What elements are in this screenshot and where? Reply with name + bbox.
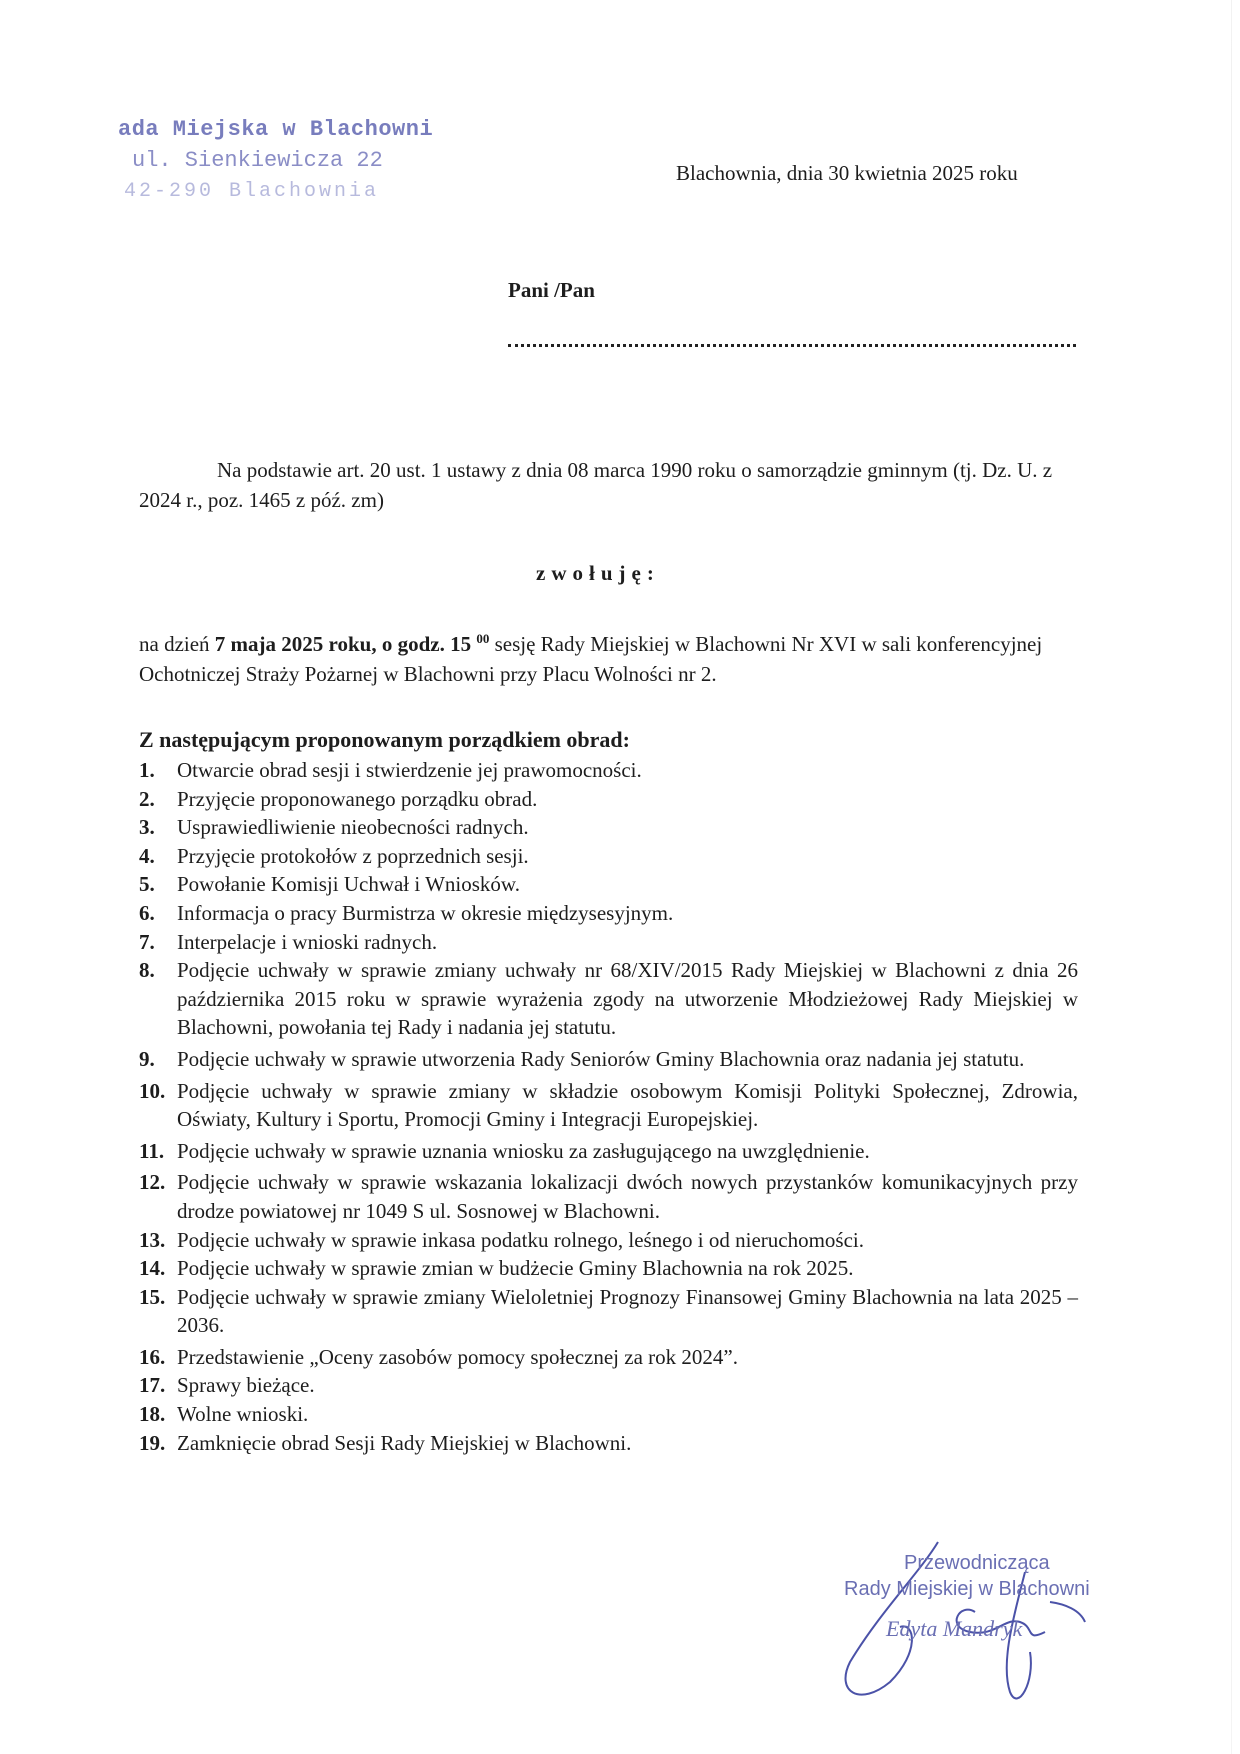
agenda-item-number: 13. xyxy=(139,1227,166,1252)
agenda-item-text: Podjęcie uchwały w sprawie zmiany w składzie osobowym Komisji Polityki Społecznej, Zdrowia, Oświaty, Kultury i Sportu, Promocji Gminy i Integracji Europejskiej. xyxy=(177,1078,1078,1132)
date-line: Blachownia, dnia 30 kwietnia 2025 roku xyxy=(676,161,1018,185)
agenda-item-text: Informacja o pracy Burmistrza w okresie międzysesyjnym. xyxy=(177,900,674,925)
agenda-item xyxy=(139,956,1078,1042)
agenda-item xyxy=(139,785,1078,814)
agenda-item-text: Podjęcie uchwały w sprawie utworzenia Rady Seniorów Gminy Blachownia oraz nadania jej statutu. xyxy=(177,1046,1025,1071)
stamp-line-1: ada Miejska w Blachowni xyxy=(118,117,434,142)
agenda-item xyxy=(139,1137,1078,1166)
agenda-item-number: 9. xyxy=(139,1046,155,1071)
session-paragraph xyxy=(139,624,1078,689)
agenda-item-text: Podjęcie uchwały w sprawie inkasa podatku rolnego, leśnego i od nieruchomości. xyxy=(177,1227,864,1252)
agenda-item-text: Zamknięcie obrad Sesji Rady Miejskiej w Blachowni. xyxy=(177,1430,632,1455)
agenda-item-number: 6. xyxy=(139,900,155,925)
agenda-item xyxy=(139,1045,1078,1074)
agenda-item-text: Przyjęcie protokołów z poprzednich sesji. xyxy=(177,843,529,868)
agenda-item-text: Podjęcie uchwały w sprawie zmiany uchwały nr 68/XIV/2015 Rady Miejskiej w Blachowni z dnia 26 października 2015 roku w sprawie wyrażenia zgody na utworzenie Młodzieżowej Rady Miejskiej w Blachowni, powołania tej Rady i nadania jej statutu. xyxy=(177,958,1078,1040)
recipient-salutation: Pani /Pan xyxy=(508,278,595,302)
agenda-item-number: 5. xyxy=(139,872,155,897)
session-prefix: na dzień xyxy=(139,632,215,656)
agenda-item-number: 3. xyxy=(139,815,155,840)
session-date-time: 7 maja 2025 roku, o godz. 15 xyxy=(214,632,472,656)
convene-heading: zwołuję: xyxy=(536,561,660,585)
agenda-item xyxy=(139,1077,1078,1134)
scan-edge-line xyxy=(1231,0,1232,1754)
agenda-item-text: Przedstawienie „Oceny zasobów pomocy społecznej za rok 2024”. xyxy=(177,1344,738,1369)
agenda-item xyxy=(139,870,1078,899)
agenda-item-number: 4. xyxy=(139,843,155,868)
agenda-heading: Z następującym proponowanym porządkiem obrad: xyxy=(139,727,630,752)
agenda-item-number: 16. xyxy=(139,1344,166,1369)
agenda-item-text: Podjęcie uchwały w sprawie uznania wniosku za zasługującego na uwzględnienie. xyxy=(177,1138,870,1163)
agenda-item-number: 1. xyxy=(139,758,155,782)
agenda-item-number: 8. xyxy=(139,958,155,983)
agenda-item-text: Interpelacje i wnioski radnych. xyxy=(177,929,438,954)
session-rest: sesję Rady Miejskiej w Blachowni Nr XVI w sali konferencyjnej Ochotniczej Straży Pożarnej w Blachowni przy Placu Wolności nr 2. xyxy=(139,632,1043,686)
agenda-item xyxy=(139,1429,1078,1458)
signature-title: Przewodnicząca xyxy=(904,1552,1050,1574)
signature-name: Edyta Mandryk xyxy=(886,1616,1023,1641)
agenda-item-number: 10. xyxy=(139,1078,166,1103)
agenda-list xyxy=(139,756,1078,1457)
legal-basis-paragraph xyxy=(139,455,1078,515)
agenda-item-text: Podjęcie uchwały w sprawie zmiany Wieloletniej Prognozy Finansowej Gminy Blachownia na lata 2025 – 2036. xyxy=(177,1284,1078,1338)
agenda-item xyxy=(139,1226,1078,1255)
stamp-line-2: ul. Sienkiewicza 22 xyxy=(132,148,383,173)
agenda-item-text: Przyjęcie proponowanego porządku obrad. xyxy=(177,786,538,811)
agenda-item xyxy=(139,1254,1078,1283)
agenda-item xyxy=(139,1371,1078,1400)
legal-basis-text: Na podstawie art. 20 ust. 1 ustawy z dnia 08 marca 1990 roku o samorządzie gminnym (tj. Dz. U. z 2024 r., poz. 1465 z póź. zm) xyxy=(139,458,1053,512)
agenda-item xyxy=(139,756,1078,785)
stamp-line-3: 42-290 Blachownia xyxy=(124,180,380,203)
signature-council: Rady Miejskiej w Blachowni xyxy=(844,1578,1090,1600)
agenda-item-number: 17. xyxy=(139,1373,166,1398)
signature-block xyxy=(820,1532,1120,1722)
agenda-item-number: 15. xyxy=(139,1284,166,1309)
agenda-item-text: Podjęcie uchwały w sprawie zmian w budżecie Gminy Blachownia na rok 2025. xyxy=(177,1256,854,1281)
agenda-item xyxy=(139,899,1078,928)
agenda-item xyxy=(139,1343,1078,1372)
agenda-item-number: 2. xyxy=(139,786,155,811)
agenda-item-text: Sprawy bieżące. xyxy=(177,1373,315,1398)
recipient-dotted-line xyxy=(508,336,1076,347)
office-stamp xyxy=(118,114,434,214)
agenda-item xyxy=(139,1283,1078,1340)
agenda-item-number: 11. xyxy=(139,1138,165,1163)
agenda-item-number: 18. xyxy=(139,1402,166,1427)
agenda-item-number: 7. xyxy=(139,929,155,954)
agenda-item-text: Otwarcie obrad sesji i stwierdzenie jej prawomocności. xyxy=(177,758,642,782)
agenda-item-number: 12. xyxy=(139,1170,166,1195)
agenda-item xyxy=(139,813,1078,842)
agenda-item xyxy=(139,928,1078,957)
agenda-item-text: Usprawiedliwienie nieobecności radnych. xyxy=(177,815,529,840)
agenda-item-text: Podjęcie uchwały w sprawie wskazania lokalizacji dwóch nowych przystanków komunikacyjnych przy drodze powiatowej nr 1049 S ul. Sosnowej w Blachowni. xyxy=(177,1170,1078,1223)
agenda-item-text: Powołanie Komisji Uchwał i Wniosków. xyxy=(177,872,520,897)
agenda-item xyxy=(139,842,1078,871)
agenda-item-text: Wolne wnioski. xyxy=(177,1402,309,1427)
agenda-item-number: 14. xyxy=(139,1256,166,1281)
agenda-item-number: 19. xyxy=(139,1430,166,1455)
session-minutes: 00 xyxy=(476,631,490,646)
agenda-item xyxy=(139,1168,1078,1225)
agenda-item xyxy=(139,1400,1078,1429)
